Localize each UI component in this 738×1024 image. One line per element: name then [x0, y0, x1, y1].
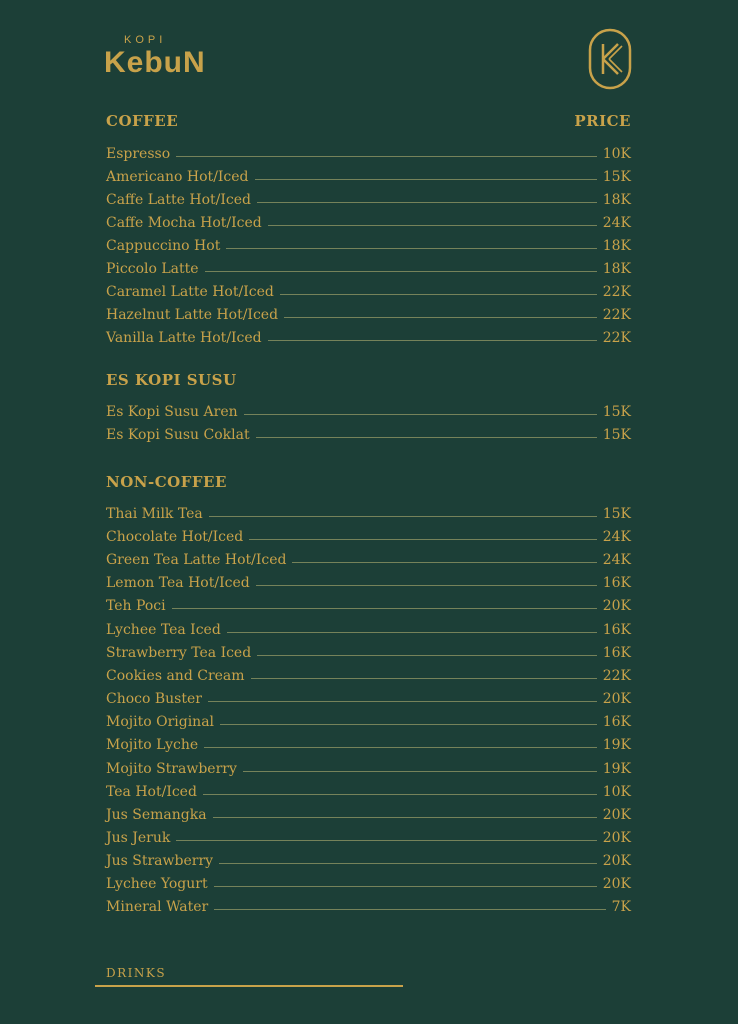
dotted-leader	[284, 317, 597, 318]
menu-item	[106, 757, 631, 777]
menu-item-price: 15K	[602, 427, 631, 443]
menu-item-name: Caffe Latte Hot/Iced	[106, 192, 251, 208]
menu-item-name: Lemon Tea Hot/Iced	[106, 575, 250, 591]
menu-item	[106, 895, 631, 915]
menu-item-price: 19K	[602, 737, 631, 753]
menu-item-name: Vanilla Latte Hot/Iced	[106, 330, 262, 346]
menu-item-name: Hazelnut Latte Hot/Iced	[106, 307, 279, 323]
menu-item-price: 20K	[602, 691, 631, 707]
dotted-leader	[220, 724, 597, 725]
menu-item-price: 22K	[602, 330, 631, 346]
menu-item-name: Es Kopi Susu Aren	[106, 404, 238, 420]
dotted-leader	[226, 248, 596, 249]
menu-item-price: 18K	[602, 261, 631, 277]
menu-item-price: 19K	[602, 761, 631, 777]
menu-item-name: Jus Strawberry	[106, 853, 214, 869]
menu-item-name: Jus Jeruk	[106, 830, 171, 846]
menu-item	[106, 710, 631, 730]
dotted-leader	[214, 909, 605, 910]
menu-item-price: 20K	[602, 830, 631, 846]
menu-item-name: Lychee Yogurt	[106, 876, 208, 892]
menu-item-name: Caffe Mocha Hot/Iced	[106, 215, 262, 231]
menu-item	[106, 826, 631, 846]
dotted-leader	[209, 516, 597, 517]
menu-item	[106, 525, 631, 545]
menu-item-price: 18K	[602, 238, 631, 254]
menu-item-name: Green Tea Latte Hot/Iced	[106, 552, 287, 568]
menu-item	[106, 618, 631, 638]
dotted-leader	[292, 562, 596, 563]
menu-item-price: 24K	[602, 552, 631, 568]
menu-item	[106, 423, 631, 443]
dotted-leader	[208, 701, 597, 702]
dotted-leader	[244, 414, 597, 415]
menu-item-name: Piccolo Latte	[106, 261, 199, 277]
menu-item-name: Lychee Tea Iced	[106, 622, 221, 638]
dotted-leader	[257, 202, 597, 203]
dotted-leader	[268, 340, 597, 341]
footer-divider	[95, 985, 403, 987]
menu-item-price: 7K	[611, 899, 631, 915]
dotted-leader	[204, 747, 597, 748]
menu-item	[106, 571, 631, 591]
k-monogram-icon	[588, 28, 632, 90]
brand-name: KebuN	[104, 46, 206, 79]
menu-item-name: Mojito Lyche	[106, 737, 199, 753]
dotted-leader	[227, 632, 597, 633]
menu-item	[106, 780, 631, 800]
menu-item	[106, 303, 631, 323]
dotted-leader	[205, 271, 597, 272]
menu-item-price: 18K	[602, 192, 631, 208]
dotted-leader	[203, 794, 597, 795]
menu-item-price: 20K	[602, 853, 631, 869]
section-header-coffee	[106, 112, 631, 130]
dotted-leader	[256, 437, 597, 438]
menu-item-price: 10K	[602, 784, 631, 800]
menu-item	[106, 594, 631, 614]
menu-item-name: Mojito Strawberry	[106, 761, 237, 777]
menu-item	[106, 502, 631, 522]
menu-item	[106, 211, 631, 231]
brand-small-text: KOPI	[124, 34, 167, 46]
menu-item-name: Caramel Latte Hot/Iced	[106, 284, 274, 300]
menu-item-name: Jus Semangka	[106, 807, 207, 823]
menu-item	[106, 165, 631, 185]
menu-item	[106, 641, 631, 661]
menu-item	[106, 280, 631, 300]
menu-item-price: 22K	[602, 284, 631, 300]
menu-item-name: Choco Buster	[106, 691, 202, 707]
menu-item-price: 16K	[602, 575, 631, 591]
dotted-leader	[255, 179, 597, 180]
menu-item-name: Thai Milk Tea	[106, 506, 203, 522]
menu-item	[106, 326, 631, 346]
footer-label: DRINKS	[106, 966, 167, 980]
section-header-non-coffee	[106, 473, 631, 491]
menu-item	[106, 548, 631, 568]
menu-item-price: 16K	[602, 714, 631, 730]
menu-item-price: 15K	[602, 404, 631, 420]
price-column-header: PRICE	[574, 112, 631, 130]
menu-item-name: Teh Poci	[106, 598, 166, 614]
section-title-non-coffee: NON-COFFEE	[106, 473, 227, 491]
menu-item-price: 16K	[602, 622, 631, 638]
menu-item-price: 20K	[602, 598, 631, 614]
dotted-leader	[243, 771, 597, 772]
dotted-leader	[176, 156, 597, 157]
menu-item-name: Chocolate Hot/Iced	[106, 529, 244, 545]
menu-item	[106, 872, 631, 892]
section-title-es-kopi-susu: ES KOPI SUSU	[106, 371, 237, 389]
menu-item-name: Tea Hot/Iced	[106, 784, 197, 800]
menu-item	[106, 400, 631, 420]
menu-item	[106, 733, 631, 753]
menu-item-price: 20K	[602, 807, 631, 823]
menu-item-name: Mineral Water	[106, 899, 209, 915]
menu-item-price: 22K	[602, 307, 631, 323]
menu-item-price: 16K	[602, 645, 631, 661]
section-title-coffee: COFFEE	[106, 112, 179, 130]
menu-item-name: Strawberry Tea Iced	[106, 645, 252, 661]
menu-item	[106, 142, 631, 162]
menu-item	[106, 257, 631, 277]
dotted-leader	[257, 655, 597, 656]
dotted-leader	[219, 863, 597, 864]
dotted-leader	[268, 225, 597, 226]
dotted-leader	[251, 678, 597, 679]
section-header-es-kopi-susu	[106, 371, 631, 389]
menu-item	[106, 849, 631, 869]
menu-item-name: Americano Hot/Iced	[106, 169, 249, 185]
menu-item-price: 20K	[602, 876, 631, 892]
menu-item-price: 24K	[602, 529, 631, 545]
dotted-leader	[256, 585, 597, 586]
menu-item-price: 24K	[602, 215, 631, 231]
menu-item-name: Cappuccino Hot	[106, 238, 221, 254]
menu-item	[106, 803, 631, 823]
menu-item-name: Mojito Original	[106, 714, 215, 730]
menu-item	[106, 687, 631, 707]
dotted-leader	[249, 539, 597, 540]
dotted-leader	[176, 840, 596, 841]
menu-item-name: Espresso	[106, 146, 171, 162]
dotted-leader	[214, 886, 597, 887]
dotted-leader	[172, 608, 597, 609]
dotted-leader	[213, 817, 597, 818]
menu-item-price: 10K	[602, 146, 631, 162]
menu-item-price: 15K	[602, 169, 631, 185]
menu-item	[106, 234, 631, 254]
menu-item	[106, 188, 631, 208]
menu-item-price: 15K	[602, 506, 631, 522]
menu-item-price: 22K	[602, 668, 631, 684]
menu-item-name: Cookies and Cream	[106, 668, 245, 684]
dotted-leader	[280, 294, 597, 295]
menu-item	[106, 664, 631, 684]
menu-item-name: Es Kopi Susu Coklat	[106, 427, 250, 443]
